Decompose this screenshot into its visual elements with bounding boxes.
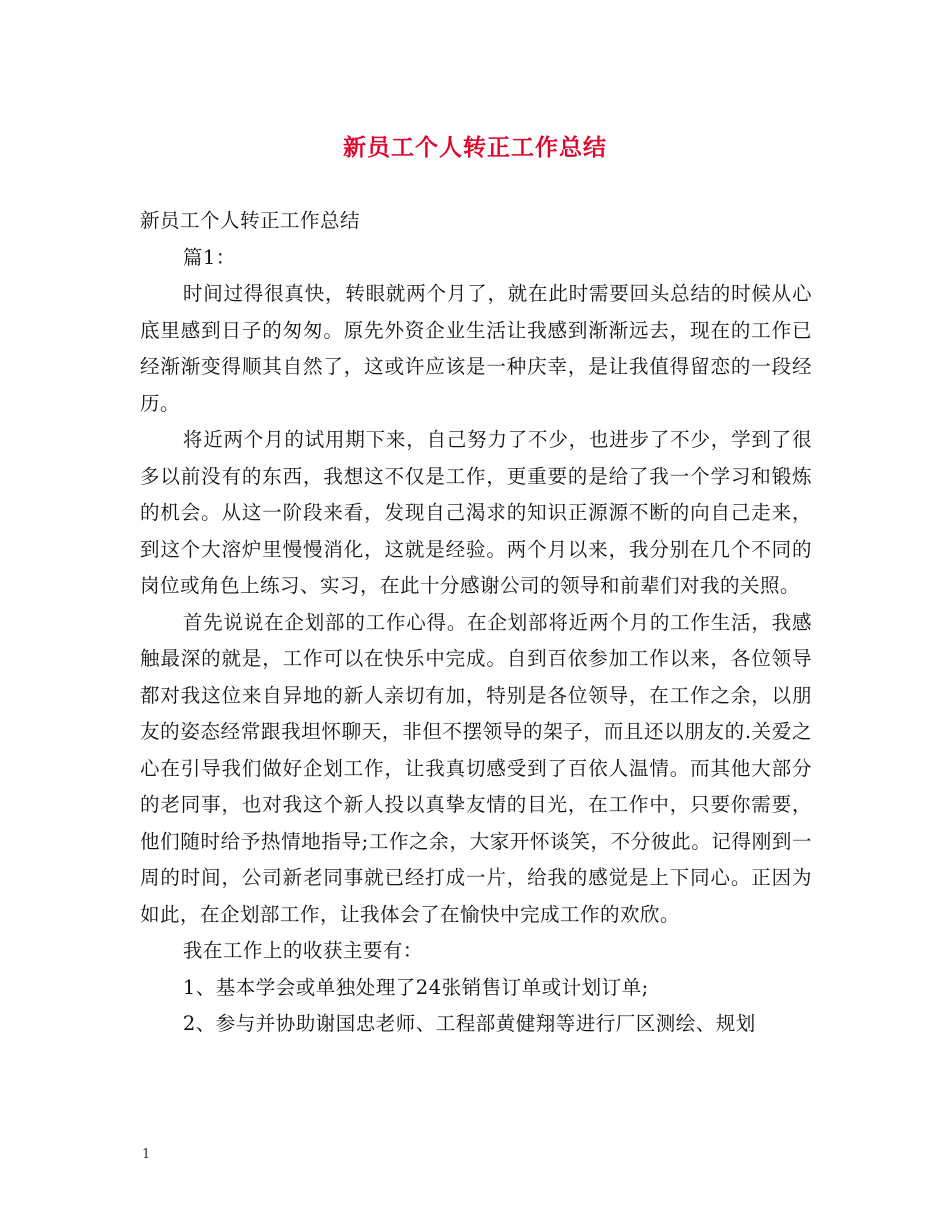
- list-item: 1、基本学会或单独处理了24张销售订单或计划订单;: [182, 975, 649, 999]
- document-body: [140, 203, 812, 1043]
- paragraph: 时间过得很真快，转眼就两个月了，就在此时需要回头总结的时候从心底里感到日子的匆匆。原先外资企业生活让我感到渐渐远去，现在的工作已经渐渐变得顺其自然了，这或许应该是一种庆幸，是让我值得留恋的一段经历。: [140, 282, 812, 415]
- paragraph: 首先说说在企划部的工作心得。在企划部将近两个月的工作生活，我感触最深的就是，工作可以在快乐中完成。自到百依参加工作以来，各位领导都对我这位来自异地的新人亲切有加，特别是各位领导，在工作之余，以朋友的姿态经常跟我坦怀聊天，非但不摆领导的架子，而且还以朋友的.关爱之心在引导我们做好企划工作，让我真切感受到了百依人温情。而其他大部分的老同事，也对我这个新人投以真挚友情的目光，在工作中，只要你需要，他们随时给予热情地指导;工作之余，大家开怀谈笑，不分彼此。记得刚到一周的时间，公司新老同事就已经打成一片，给我的感觉是上下同心。正因为如此，在企划部工作，让我体会了在愉快中完成工作的欢欣。: [140, 610, 812, 926]
- section-label: 篇1：: [182, 245, 236, 269]
- paragraph: 我在工作上的收获主要有：: [182, 939, 423, 962]
- document-title: 新员工个人转正工作总结: [343, 135, 607, 161]
- paragraph: 将近两个月的试用期下来，自己努力了不少，也进步了不少，学到了很多以前没有的东西，我想这不仅是工作，更重要的是给了我一个学习和锻炼的机会。从这一阶段来看，发现自己渴求的知识正源源不断的向自己走来，到这个大溶炉里慢慢消化，这就是经验。两个月以来，我分别在几个不同的岗位或角色上练习、实习，在此十分感谢公司的领导和前辈们对我的关照。: [140, 428, 812, 597]
- document-subtitle: 新员工个人转正工作总结: [140, 209, 361, 232]
- page-number: 1: [142, 1147, 151, 1162]
- list-item: 2、参与并协助谢国忠老师、工程部黄健翔等进行厂区测绘、规划: [182, 1012, 756, 1035]
